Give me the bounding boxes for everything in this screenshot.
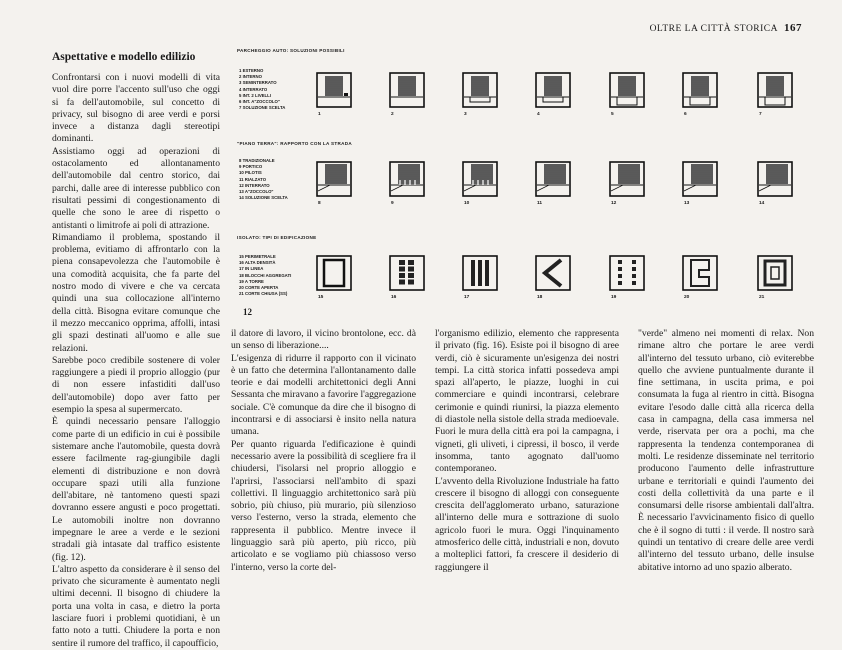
paragraph: Per quanto riguarda l'edificazione è quindi necessario avere la possibilità di scegliere fra il chiudersi, l'isolarsi nel proprio alloggio e l'aprirsi, l'associarsi nell'ambito di spazi collettivi. Il linguaggio architettonico sarà più sobrio, più chiuso, più murario, più silenzioso verso l'esterno, verso la strada, elemento che rappresenta il pubblico. Mentre invece il linguaggio sarà più aperto, più ricco, più articolato e se vogliamo più chiassoso verso l'interno, verso la corte del- — [231, 438, 416, 573]
diagram-label: 12 — [611, 201, 617, 206]
text-column-1 — [52, 72, 220, 649]
legend-item: 14 SOLUZIONE SCELTA — [239, 195, 288, 201]
diagram-label: 19 — [611, 295, 617, 300]
diagram-label: 4 — [537, 112, 540, 117]
diagram-12 — [609, 161, 645, 197]
legend-item: 8 TRADIZIONALE — [239, 158, 275, 163]
diagram-17 — [462, 255, 498, 291]
diagram-label: 16 — [391, 295, 397, 300]
legend-item: 15 PERIMETRALE — [239, 254, 276, 259]
legend-item: 5 INT. 2 LIVELLI — [239, 92, 271, 98]
running-head — [650, 22, 802, 34]
diagram-label: 2 — [391, 112, 394, 117]
diagram-6 — [682, 72, 718, 108]
diagram-label: 7 — [759, 112, 762, 117]
diagram-2 — [389, 72, 425, 108]
diagram-label: 11 — [537, 201, 543, 206]
running-title: OLTRE LA CITTÀ STORICA — [649, 24, 778, 34]
diagram-label: 6 — [684, 112, 687, 117]
diagram-10 — [462, 161, 498, 197]
diagram-label: 9 — [391, 201, 394, 206]
diagram-13 — [682, 161, 718, 197]
text-column-4 — [638, 328, 814, 574]
diagram-8 — [316, 161, 352, 197]
diagram-16 — [389, 255, 425, 291]
paragraph: Confrontarsi con i nuovi modelli di vita vuol dire porre l'accento sull'uso che oggi si fa dell'automobile, sul concetto di privacy, sul bisogno di aree verdi e porsi invece a distanza dagli stereotipi dominanti. — [52, 72, 220, 145]
diagram-7 — [757, 72, 793, 108]
group3-title: ISOLATO: TIPI DI EDIFICAZIONE — [237, 235, 317, 240]
group2-legend — [239, 158, 288, 201]
diagram-3 — [462, 72, 498, 108]
paragraph: "verde" almeno nei momenti di relax. Non rimane altro che portare le aree verdi all'interno del tessuto urbano, ciò eviterebbe quello che avviene puntualmente durante il fine settimana, in uscita prima, e poi consumata la fuga al rientro in città. Bisogna evitare l'esodo dalle città alla ricerca della casa in campagna, della casa immersa nel verde, riservata per ora a pochi, ma che rappresenta la tendenza contemporanea di molti. Le residenze disseminate nel territorio producono l'aumento delle infrastrutture urbane e territoriali e quindi l'aumento dei costi della collettività da una parte e il consumarsi delle risorse ambientali dall'altra. È necessario l'avvicinamento fisico di quello che è il sogno di tutti : il verde. Il nostro sarà quindi un tentativo di creare delle aree verdi all'interno del tessuto urbano, delle insulse abitative intorno ad uno spazio alberato. — [638, 328, 814, 573]
diagram-14 — [757, 161, 793, 197]
paragraph: L'avvento della Rivoluzione Industriale ha fatto crescere il bisogno di alloggi con conseguente crescita dell'agglomerato urbano, saturazione all'interno delle mura e sottrazione di suolo agricolo fuori le mura. Oggi l'inquinamento atmosferico delle città, industriali e non, dovuto a molteplici fattori, fa crescere il desiderio di raggiungere il — [435, 475, 619, 573]
diagram-label: 15 — [318, 295, 324, 300]
diagram-15 — [316, 255, 352, 291]
diagram-label: 1 — [318, 112, 321, 117]
diagram-21 — [757, 255, 793, 291]
paragraph: il datore di lavoro, il vicino brontolone, ecc. dà un senso di liberazione.... — [231, 328, 416, 352]
diagram-4 — [535, 72, 571, 108]
paragraph: Rimandiamo il problema, spostando il problema, evitiamo di affrontarlo con la piena consapevolezza che l'automobile è una comodità acquisita, che fa parte del nostro modo di vivere e che va cercata quindi una sua collocazione all'interno della città. Bisogna evitare comunque che il mezzo meccanico opprima, affolli, intasi gli spazi destinati all'uomo e alle sue relazioni. — [52, 231, 220, 354]
section-title: Aspettative e modello edilizio — [52, 51, 196, 63]
group3-legend — [239, 254, 291, 297]
diagram-label: 18 — [537, 295, 543, 300]
paragraph: L'altro aspetto da considerare è il senso del privato che sicuramente è aumentato negli ultimi decenni. Il bisogno di chiudere la porta una volta in casa, e dietro la porta lasciare fuori i problemi quotidiani, è un fatto noto a tutti. Chiudere la porta e non sentire il rumore del traffico, il capoufficio, — [52, 563, 220, 649]
legend-item: 21 CORTE CHIUSA (SS) — [239, 291, 288, 297]
paragraph: L'esigenza di ridurre il rapporto con il vicinato è un fatto che determina l'allontanamento dalle teorie e dai modelli architettonici degli Anni Sessanta che miravano a favorire l'aggregazione sociale. C'è comunque da dire che il bisogno di incontrarsi e di associarsi è insito nella natura umana. — [231, 352, 416, 438]
paragraph: Assistiamo oggi ad operazioni di ostacolamento ed allontanamento dell'automobile dal centro storico, dai parchi, dalle aree di interesse pubblico con risultati pessimi di congestionamento di quelle che sono le aree di rispetto o antistanti o limitrofe ai poli di attrazione. — [52, 145, 220, 231]
paragraph: È quindi necessario pensare l'alloggio come parte di un edificio in cui è possibile sistemare anche l'automobile, questa dovrà essere facilmente rag-giungibile dagli elementi di distribuzione e non dovrà occupare spazi utili alla funzione dell'abitare, nè tantomeno questi spazi dovranno essere angusti e poco progettati. Le automobili inoltre non dovranno impegnare le aree a verde e le sezioni stradali già intasate dal traffico esistente (fig. 12). — [52, 416, 220, 563]
legend-item: 17 IN LINEA — [239, 266, 264, 272]
legend-item: 11 RIALZATO — [239, 176, 267, 182]
diagram-label: 5 — [611, 112, 614, 117]
legend-item: 6 INT. A"ZOCCOLO" — [239, 99, 280, 105]
diagram-label: 20 — [684, 295, 690, 300]
diagram-19 — [609, 255, 645, 291]
group1-title: PARCHEGGIO AUTO: SOLUZIONI POSSIBILI — [237, 48, 345, 53]
legend-item: 7 SOLUZIONE SCELTA — [239, 105, 286, 111]
diagram-label: 17 — [464, 295, 470, 300]
figure-12 — [231, 48, 815, 318]
text-column-2 — [231, 328, 416, 574]
legend-item: 19 A TORRE — [239, 278, 264, 284]
legend-item: 4 INTERRATO — [239, 86, 268, 92]
diagram-1 — [316, 72, 352, 108]
legend-item: 2 INTERNO — [239, 74, 262, 80]
diagram-label: 14 — [759, 201, 765, 206]
page-number: 167 — [784, 22, 802, 34]
legend-item: 10 PILOTIS — [239, 170, 262, 176]
legend-item: 3 SEMINTERRATO — [239, 80, 277, 86]
legend-item: 13 A"ZOCCOLO" — [239, 189, 274, 195]
group2-title: "PIANO TERRA": RAPPORTO CON LA STRADA — [237, 141, 352, 146]
figure-number: 12 — [243, 307, 252, 317]
legend-item: 1 ESTERNO — [239, 68, 264, 73]
diagram-20 — [682, 255, 718, 291]
diagram-18 — [535, 255, 571, 291]
legend-item: 18 BLOCCHI AGGREGATI — [239, 272, 292, 278]
legend-item: 12 INTERRATO — [239, 182, 270, 188]
group1-legend — [239, 68, 285, 111]
diagram-label: 13 — [684, 201, 690, 206]
diagram-label: 3 — [464, 112, 467, 117]
diagram-label: 21 — [759, 295, 765, 300]
legend-item: 20 CORTE APERTA — [239, 285, 279, 291]
paragraph: Sarebbe poco credibile sostenere di voler raggiungere a piedi il proprio alloggio (pur di non essere infastiditi dall'uso dell'automobile) dopo aver fatto per esempio la spesa al supermercato. — [52, 354, 220, 416]
diagram-label: 8 — [318, 201, 321, 206]
paragraph: l'organismo edilizio, elemento che rappresenta il privato (fig. 16). Esiste poi il bisogno di aree verdi, ciò è sicuramente un'esigenza dei nostri tempi. La città storica infatti possedeva ampi spazi all'aperto, le piazze, luoghi in cui commerciare e quindi incontrarsi, celebrare cerimonie e quindi riunirsi, la piazza elemento di diastole nella sistole della strada medioevale. Fuori le mura della città era poi la campagna, i vigneti, gli uliveti, i cipressi, il bosco, il verde insomma, tanto agognato dall'uomo contemporaneo. — [435, 328, 619, 475]
diagram-11 — [535, 161, 571, 197]
diagram-5 — [609, 72, 645, 108]
legend-item: 9 PORTICO — [239, 164, 263, 170]
diagram-label: 10 — [464, 201, 470, 206]
legend-item: 16 ALTA DENSITÀ — [239, 260, 276, 266]
text-column-3 — [435, 328, 619, 574]
diagram-9 — [389, 161, 425, 197]
